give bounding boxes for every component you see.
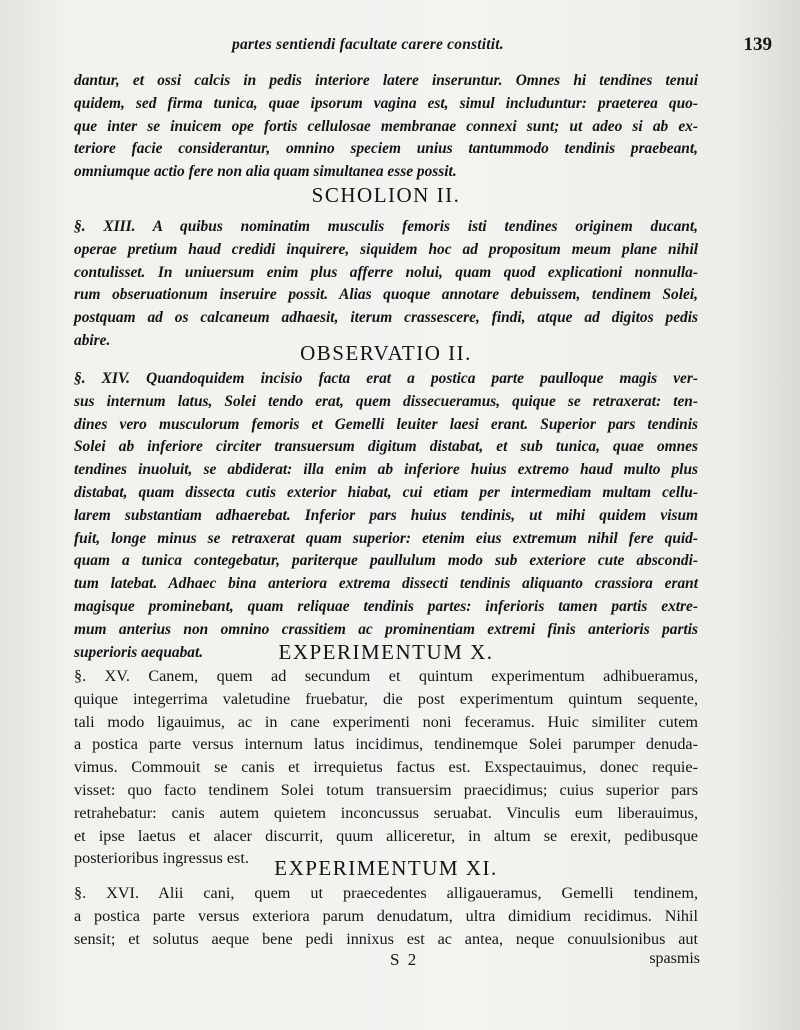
text-line: larem substantiam adhaerebat. Inferior pars huius tendinis, ut mihi quidem visum: [74, 506, 698, 524]
text-line: contulisset. In uniuersum enim plus afferre nolui, quam quod explicationi nonnulla-: [74, 263, 698, 281]
text-line: vimus. Commouit se canis et irrequietus factus est. Exspectauimus, donec requie-: [74, 758, 698, 777]
text-line: sus internum latus, Solei tendo erat, quem dissecueramus, quique se retraxerat: ten-: [74, 392, 698, 410]
text-line: dantur, et ossi calcis in pedis interiore latere inseruntur. Omnes hi tendines tenui: [74, 72, 698, 89]
text-line: postquam ad os calcaneum adhaesit, iterum crassescere, findi, atque ad digitos pedis: [74, 309, 698, 327]
text-line: §. XVI. Alii cani, quem ut praecedentes alligaueramus, Gemelli tendinem,: [74, 884, 698, 902]
text-line: abire.: [74, 331, 111, 349]
running-head: partes sentiendi facultate carere constitit.: [232, 36, 504, 53]
text-line: quidem, sed firma tunica, quae ipsorum vagina est, simul includuntur: praeterea quo-: [74, 94, 698, 112]
text-line: distabat, quam dissecta cutis exterior hiabat, cui etiam per intermediam multam cellu-: [74, 483, 698, 501]
text-line: §. XIV. Quandoquidem incisio facta erat a postica parte paulloque magis ver-: [74, 370, 698, 387]
page-number: 139: [743, 34, 772, 55]
paragraph-continuation: [74, 70, 698, 184]
text-line: que inter se inuicem ope fortis cellulosae membranae connexi sunt; ut adeo si ab ex-: [74, 117, 698, 135]
paragraph-xvi: [74, 882, 698, 950]
text-line: quique integerrima valetudine fruebatur, die post experimentum quintum sequente,: [74, 689, 698, 708]
signature-mark: S 2: [390, 950, 419, 969]
text-line: operae pretium haud credidi inquirere, siquidem hoc ad propositum meum plane nihil: [74, 240, 698, 258]
section-heading-experimentum-xi: EXPERIMENTUM XI.: [274, 856, 498, 880]
text-line: tendines inuoluit, se abdiderat: illa enim ab inferiore huius extremo haud multo plus: [74, 461, 698, 479]
text-line: a postica parte versus internum latus incidimus, tendinemque Solei parumper denuda-: [74, 735, 698, 754]
text-line: omniumque actio fere non alia quam simultanea esse possit.: [74, 163, 457, 181]
section-heading-experimentum-x: EXPERIMENTUM X.: [278, 640, 494, 664]
text-line: rum obseruationum inseruire possit. Alias quoque annotare debuissem, tendinem Solei,: [74, 286, 698, 304]
catchword: spasmis: [649, 950, 700, 967]
section-heading-scholion: SCHOLION II.: [311, 183, 461, 207]
paragraph-xv: [74, 665, 698, 870]
text-line: sensit; et solutus aeque bene pedi innixus est ac antea, neque conuulsionibus aut: [74, 929, 698, 948]
text-line: tum latebat. Adhaec bina anteriora extrema dissecti tendinis aliquanto crassiora erant: [74, 575, 698, 593]
text-line: tali modo ligauimus, ac in cane experimenti noni feceramus. Huic similiter cutem: [74, 712, 698, 731]
paragraph-xiii: [74, 216, 698, 353]
text-line: mum anterius non omnino crassitiem ac prominentiam extremi finis anterioris partis: [74, 620, 698, 638]
text-line: teriore facie considerantur, omnino speciem unius tantummodo tendinis praebeant,: [74, 140, 698, 158]
text-line: a postica parte versus exteriora parum denudatum, ultra dimidium recidimus. Nihil: [74, 906, 698, 925]
text-line: magisque prominebant, quam reliquae tendinis partes: inferioris tamen partis extre-: [74, 597, 698, 615]
text-line: retrahebatur: canis autem quietem inconcussus seruabat. Vinculis eum liberauimus,: [74, 803, 698, 822]
text-line: Solei ab inferiore circiter transuersum digitum distabat, et sub tunica, quae omnes: [74, 438, 698, 456]
text-line: dines vero musculorum femoris et Gemelli leuiter laesi erant. Superior pars tendinis: [74, 415, 698, 433]
text-line: §. XV. Canem, quem ad secundum et quintum experimentum adhibueramus,: [74, 667, 698, 685]
text-line: posterioribus ingressus est.: [74, 849, 249, 868]
section-heading-observatio: OBSERVATIO II.: [300, 341, 472, 365]
text-line: superioris aequabat.: [74, 643, 204, 661]
text-line: fuit, longe minus se retraxerat quam superior: etenim eius extremum nihil fere quid-: [74, 529, 698, 547]
text-line: quam a tunica contegebatur, pariterque paullulum modo sub exteriore cute abscondi-: [74, 552, 698, 570]
text-line: et ipse laetus et alacer discurrit, quum alliceretur, in altum se erexit, pedibusque: [74, 826, 698, 845]
text-line: §. XIII. A quibus nominatim musculis femoris isti tendines originem ducant,: [74, 218, 698, 235]
text-line: visset: quo facto tendinem Solei totum transuersim praecidimus; cuius superior pars: [74, 780, 698, 799]
paragraph-xiv: [74, 368, 698, 664]
